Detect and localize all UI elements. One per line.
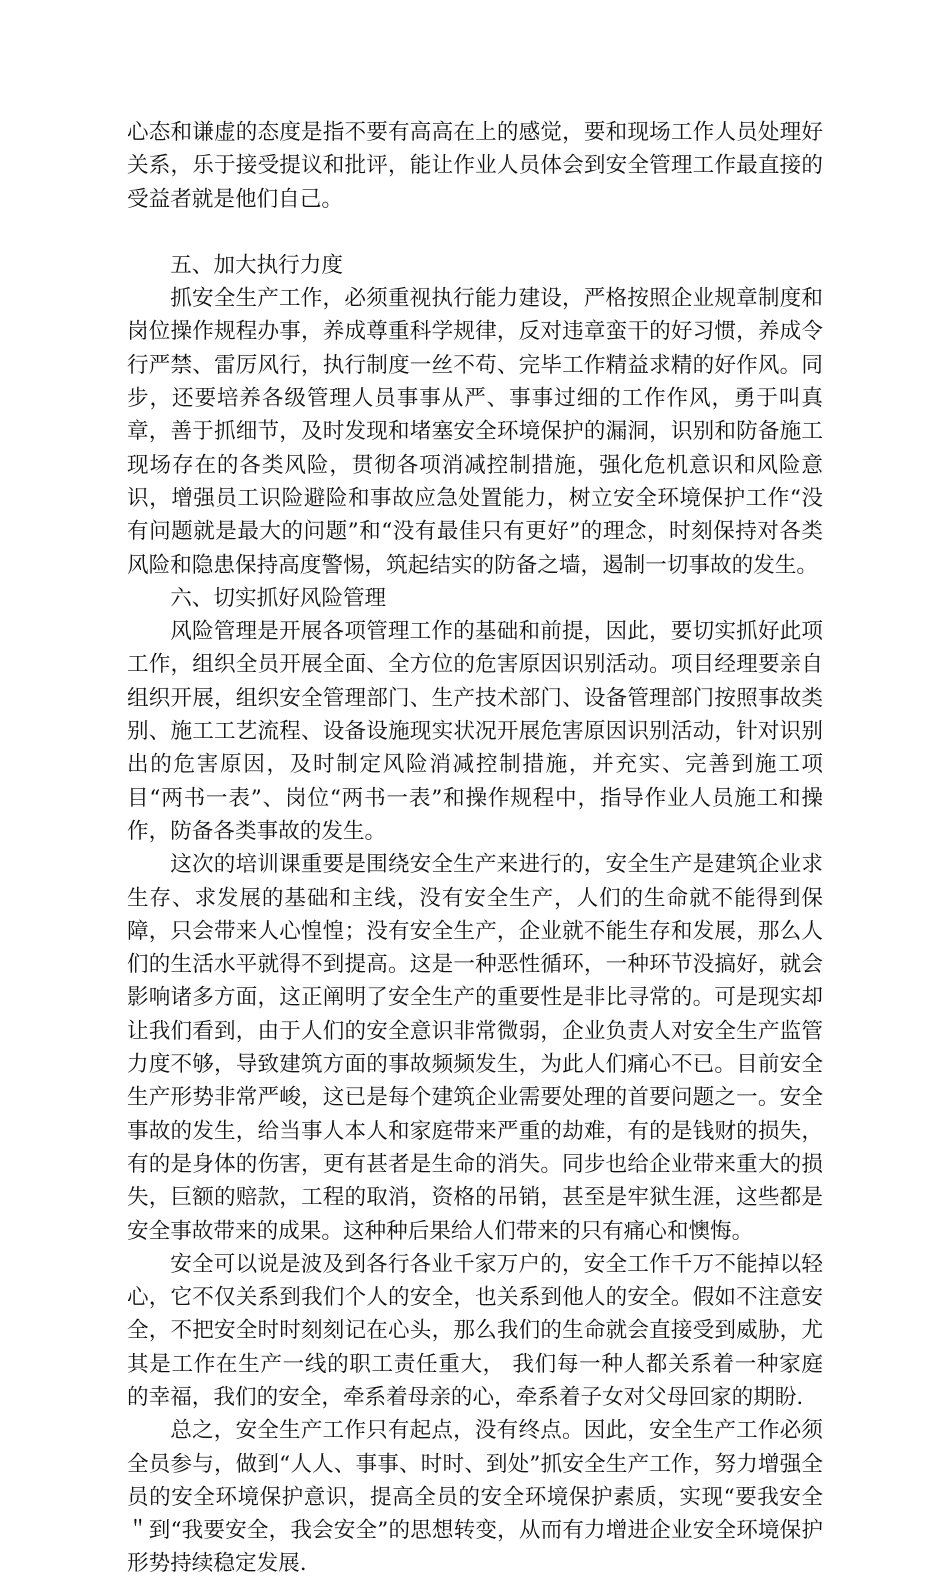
document-page [127,116,823,1581]
paragraph-spacer [127,216,823,249]
section-heading-5: 五、加大执行力度 [170,252,343,278]
section-heading-6: 六、切实抓好风险管理 [170,585,387,611]
section-5-body: 抓安全生产工作，必须重视执行能力建设，严格按照企业规章制度和岗位操作规程办事，养成尊重科学规律，反对违章蛮干的好习惯，养成令行严禁、雷厉风行，执行制度一丝不苟、完毕工作精益求精的好作风。同步，还要培养各级管理人员事事从严、事事过细的工作作风，勇于叫真章，善于抓细节，及时发现和堵塞安全环境保护的漏洞，识别和防备施工现场存在的各类风险，贯彻各项消减控制措施，强化危机意识和风险意识，增强员工识险避险和事故应急处置能力，树立安全环境保护工作“没有问题就是最大的问题”和“没有最佳只有更好”的理念，时刻保持对各类风险和隐患保持高度警惕，筑起结实的防备之墙，遏制一切事故的发生。 [127,286,823,578]
intro-paragraph: 心态和谦虚的态度是指不要有高高在上的感觉，要和现场工作人员处理好关系，乐于接受提议和批评，能让作业人员体会到安全管理工作最直接的受益者就是他们自己。 [127,120,823,212]
training-paragraph: 这次的培训课重要是围绕安全生产来进行的，安全生产是建筑企业求生存、求发展的基础和主线，没有安全生产，人们的生命就不能得到保障，只会带来人心惶惶；没有安全生产，企业就不能生存和发展，那么人们的生活水平就得不到提高。这是一种恶性循环，一种环节没搞好，就会影响诸多方面，这正阐明了安全生产的重要性是非比寻常的。可是现实却让我们看到，由于人们的安全意识非常微弱，企业负责人对安全生产监管力度不够，导致建筑方面的事故频频发生，为此人们痛心不已。目前安全生产形势非常严峻，这已是每个建筑企业需要处理的首要问题之一。安全事故的发生，给当事人本人和家庭带来严重的劫难，有的是钱财的损失，有的是身体的伤害，更有甚者是生命的消失。同步也给企业带来重大的损失，巨额的赔款，工程的取消，资格的吊销，甚至是牢狱生涯，这些都是安全事故带来的成果。这种种后果给人们带来的只有痛心和懊悔。 [127,852,823,1244]
safety-paragraph: 安全可以说是波及到各行各业千家万户的，安全工作千万不能掉以轻心，它不仅关系到我们个人的安全，也关系到他人的安全。假如不注意安全，不把安全时时刻刻记在心头，那么我们的生命就会直接受到威胁，尤其是工作在生产一线的职工责任重大， 我们每一种人都关系着一种家庭的幸福，我们的安全，牵系着母亲的心，牵系着子女对父母回家的期盼. [127,1251,823,1410]
section-6-body: 风险管理是开展各项管理工作的基础和前提，因此，要切实抓好此项工作，组织全员开展全面、全方位的危害原因识别活动。项目经理要亲自组织开展，组织安全管理部门、生产技术部门、设备管理部门按照事故类别、施工工艺流程、设备设施现实状况开展危害原因识别活动，针对识别出的危害原因，及时制定风险消减控制措施，并充实、完善到施工项目“两书一表”、岗位“两书一表”和操作规程中，指导作业人员施工和操作，防备各类事故的发生。 [127,619,823,844]
conclusion-paragraph: 总之，安全生产工作只有起点，没有终点。因此，安全生产工作必须全员参与，做到“人人、事事、时时、到处”抓安全生产工作，努力增强全员的安全环境保护意识，提高全员的安全环境保护素质，实现“要我安全＂到“我要安全，我会安全”的思想转变，从而有力增进企业安全环境保护形势持续稳定发展. [127,1418,823,1577]
